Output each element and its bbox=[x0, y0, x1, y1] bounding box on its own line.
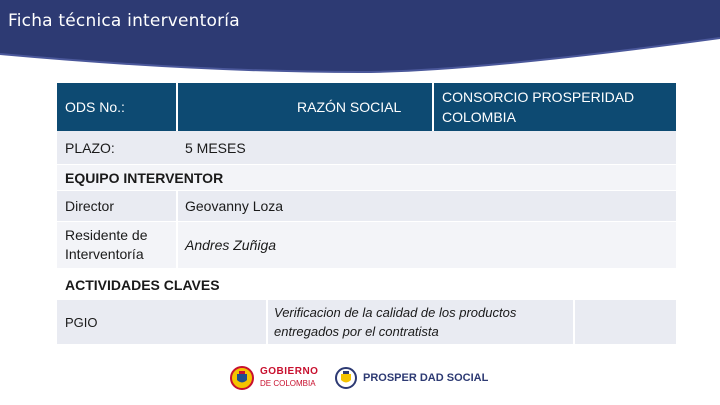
razon-social-label-cell bbox=[291, 83, 432, 131]
residente-value: Andres Zuñiga bbox=[185, 237, 277, 253]
ods-value-cell bbox=[177, 83, 291, 131]
plazo-value-cell bbox=[177, 131, 676, 164]
residente-label-cell bbox=[57, 222, 177, 268]
colombia-shield-icon bbox=[230, 365, 254, 391]
pgio-extra-cell bbox=[575, 300, 676, 344]
razon-social-value: CONSORCIO PROSPERIDAD COLOMBIA bbox=[442, 89, 635, 125]
plazo-label-cell bbox=[57, 131, 177, 164]
prosperidad-shield-icon bbox=[335, 365, 357, 391]
prosperidad-social-text: PROSPER DAD SOCIAL bbox=[363, 372, 489, 384]
pgio-label: PGIO bbox=[65, 314, 98, 330]
director-label: Director bbox=[65, 198, 115, 214]
director-value: Geovanny Loza bbox=[185, 198, 284, 214]
director-value-cell bbox=[177, 191, 676, 221]
prosperidad-social-logo bbox=[335, 364, 495, 392]
residente-value-cell bbox=[177, 222, 676, 268]
pgio-label-cell bbox=[57, 300, 266, 344]
gobierno-line1: GOBIERNO bbox=[260, 366, 319, 377]
actividades-claves-header bbox=[57, 272, 357, 298]
actividades-claves-label: ACTIVIDADES CLAVES bbox=[65, 277, 220, 293]
plazo-label: PLAZO: bbox=[65, 139, 115, 156]
gobierno-line2: DE COLOMBIA bbox=[260, 379, 316, 388]
ods-label: ODS No.: bbox=[65, 99, 125, 115]
director-label-cell bbox=[57, 191, 177, 221]
pgio-value-cell bbox=[268, 300, 573, 344]
razon-social-value-cell bbox=[434, 83, 676, 131]
gobierno-de-colombia-logo bbox=[230, 364, 326, 392]
equipo-interventor-label: EQUIPO INTERVENTOR bbox=[65, 169, 224, 186]
ods-label-cell bbox=[57, 83, 177, 131]
razon-social-label: RAZÓN SOCIAL bbox=[297, 99, 402, 115]
plazo-value: 5 MESES bbox=[185, 139, 246, 156]
equipo-interventor-header bbox=[57, 165, 676, 190]
pgio-value: Verificacion de la calidad de los productos entregados por el contratista bbox=[274, 305, 517, 339]
residente-label: Residente de Interventoría bbox=[65, 227, 148, 262]
slide-title: Ficha técnica interventoría bbox=[8, 11, 240, 31]
